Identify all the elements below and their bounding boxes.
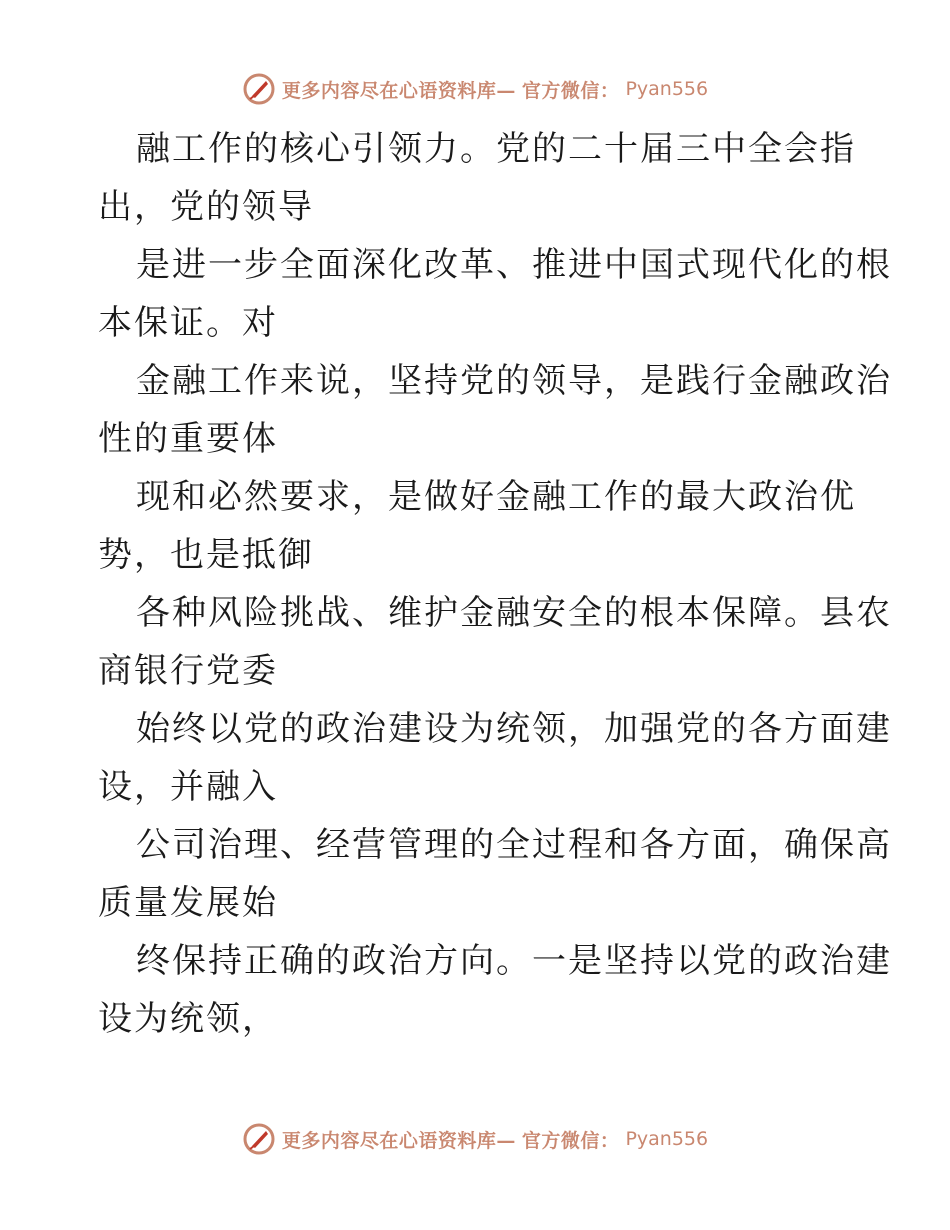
paragraph-second-line: 本保证。对 xyxy=(98,303,278,343)
watermark-wechat-label: 官方微信： xyxy=(521,79,620,102)
paragraph-second-line: 设为统领， xyxy=(98,999,278,1039)
paragraph xyxy=(98,236,892,352)
paragraph-first-line: 融工作的核心引领力。党的二十届三中全会指 xyxy=(136,129,856,169)
paragraph xyxy=(98,932,892,1048)
watermark-slogan: 更多内容尽在心语资料库— xyxy=(281,1129,516,1152)
paragraph xyxy=(98,700,892,816)
watermark-slogan: 更多内容尽在心语资料库— xyxy=(281,79,516,102)
paragraph-first-line: 现和必然要求，是做好金融工作的最大政治优 xyxy=(136,477,856,517)
paragraph-first-line: 是进一步全面深化改革、推进中国式现代化的根 xyxy=(136,245,892,285)
paragraph xyxy=(98,584,892,700)
document-body xyxy=(98,120,892,1048)
quill-logo-icon xyxy=(242,72,276,106)
header-watermark xyxy=(0,72,950,106)
paragraph-second-line: 设，并融入 xyxy=(98,767,278,807)
paragraph xyxy=(98,352,892,468)
paragraph-first-line: 公司治理、经营管理的全过程和各方面，确保高 xyxy=(136,825,892,865)
paragraph xyxy=(98,816,892,932)
paragraph-first-line: 金融工作来说，坚持党的领导，是践行金融政治 xyxy=(136,361,892,401)
quill-logo-icon xyxy=(242,1122,276,1156)
paragraph-second-line: 质量发展始 xyxy=(98,883,278,923)
watermark-wechat-id: Pyan556 xyxy=(625,1128,709,1150)
watermark-wechat-id: Pyan556 xyxy=(625,78,709,100)
paragraph-second-line: 商银行党委 xyxy=(98,651,278,691)
paragraph-first-line: 各种风险挑战、维护金融安全的根本保障。县农 xyxy=(136,593,892,633)
paragraph-second-line: 势，也是抵御 xyxy=(98,535,314,575)
footer-watermark xyxy=(0,1122,950,1156)
paragraph-second-line: 出，党的领导 xyxy=(98,187,314,227)
watermark-wechat-label: 官方微信： xyxy=(521,1129,620,1152)
paragraph-first-line: 始终以党的政治建设为统领，加强党的各方面建 xyxy=(136,709,892,749)
paragraph-second-line: 性的重要体 xyxy=(98,419,278,459)
paragraph xyxy=(98,468,858,584)
paragraph-first-line: 终保持正确的政治方向。一是坚持以党的政治建 xyxy=(136,941,892,981)
paragraph xyxy=(98,120,858,236)
